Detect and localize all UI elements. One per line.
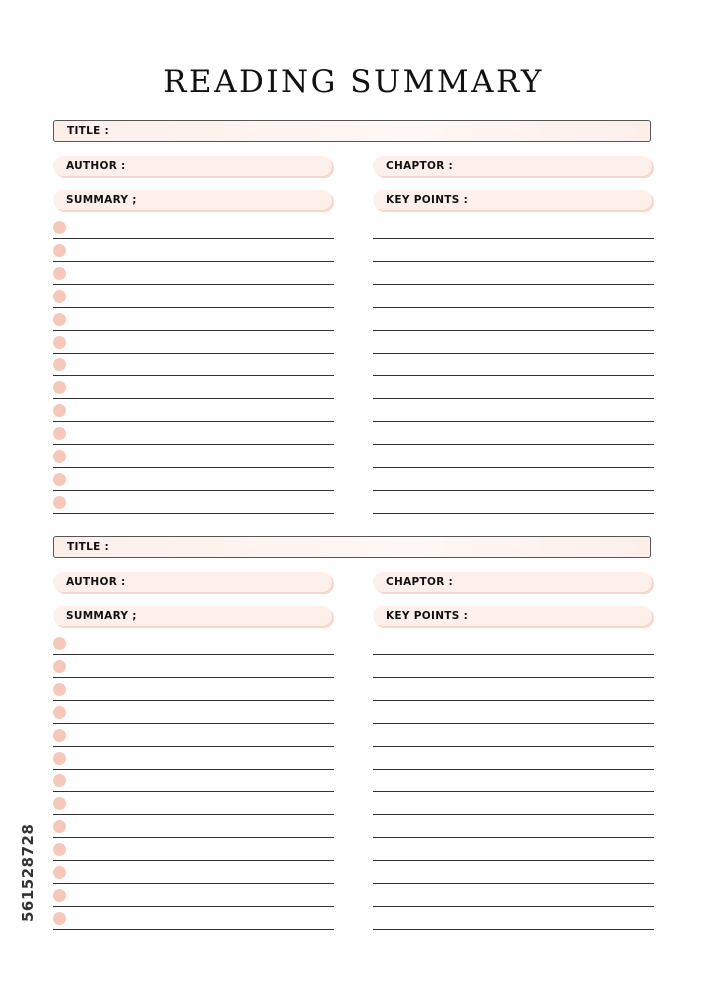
writing-line[interactable] — [373, 444, 654, 445]
title-field[interactable] — [53, 536, 651, 558]
bullet-dot — [53, 706, 66, 719]
writing-line[interactable] — [373, 906, 654, 907]
bullet-dot — [53, 244, 66, 257]
writing-line[interactable] — [373, 883, 654, 884]
bullet-dot — [53, 660, 66, 673]
bullet-dot — [53, 404, 66, 417]
writing-line[interactable] — [373, 307, 654, 308]
bullet-dot — [53, 683, 66, 696]
writing-line[interactable] — [53, 238, 334, 239]
title-label: TITLE : — [67, 541, 110, 553]
key-points-header — [373, 190, 652, 210]
writing-line[interactable] — [373, 769, 654, 770]
writing-line[interactable] — [53, 353, 334, 354]
writing-line[interactable] — [53, 769, 334, 770]
writing-line[interactable] — [53, 490, 334, 491]
writing-line[interactable] — [373, 860, 654, 861]
writing-line[interactable] — [53, 421, 334, 422]
bullet-dot — [53, 313, 66, 326]
writing-line[interactable] — [53, 284, 334, 285]
bullet-dot — [53, 221, 66, 234]
author-label: AUTHOR : — [66, 576, 126, 588]
writing-line[interactable] — [373, 421, 654, 422]
writing-line[interactable] — [53, 513, 334, 514]
stock-id-text: 561528728 — [19, 823, 37, 922]
summary-header — [53, 606, 332, 626]
writing-line[interactable] — [53, 906, 334, 907]
writing-line[interactable] — [373, 746, 654, 747]
bullet-dot — [53, 336, 66, 349]
writing-line[interactable] — [53, 860, 334, 861]
writing-line[interactable] — [373, 929, 654, 930]
writing-line[interactable] — [53, 929, 334, 930]
bullet-dot — [53, 358, 66, 371]
writing-line[interactable] — [373, 837, 654, 838]
summary-label: SUMMARY ; — [66, 610, 137, 622]
writing-line[interactable] — [53, 654, 334, 655]
bullet-dot — [53, 381, 66, 394]
writing-line[interactable] — [53, 307, 334, 308]
writing-line[interactable] — [53, 723, 334, 724]
writing-line[interactable] — [53, 700, 334, 701]
key-points-header — [373, 606, 652, 626]
writing-line[interactable] — [373, 398, 654, 399]
writing-line[interactable] — [53, 791, 334, 792]
writing-line[interactable] — [373, 814, 654, 815]
summary-label: SUMMARY ; — [66, 194, 137, 206]
key-points-label: KEY POINTS : — [386, 194, 469, 206]
summary-section-1 — [0, 120, 707, 520]
bullet-dot — [53, 637, 66, 650]
bullet-dot — [53, 797, 66, 810]
bullet-dot — [53, 820, 66, 833]
writing-line[interactable] — [53, 375, 334, 376]
writing-line[interactable] — [373, 467, 654, 468]
writing-line[interactable] — [53, 837, 334, 838]
writing-line[interactable] — [373, 723, 654, 724]
writing-line[interactable] — [53, 883, 334, 884]
summary-section-2 — [0, 536, 707, 936]
bullet-dot — [53, 496, 66, 509]
author-field[interactable] — [53, 156, 332, 176]
writing-line[interactable] — [373, 353, 654, 354]
bullet-dot — [53, 729, 66, 742]
bullet-dot — [53, 267, 66, 280]
page-title: READING SUMMARY — [163, 64, 544, 100]
bullet-dot — [53, 473, 66, 486]
summary-header — [53, 190, 332, 210]
bullet-dot — [53, 450, 66, 463]
writing-line[interactable] — [53, 398, 334, 399]
bullet-dot — [53, 427, 66, 440]
author-label: AUTHOR : — [66, 160, 126, 172]
writing-line[interactable] — [373, 375, 654, 376]
writing-line[interactable] — [373, 513, 654, 514]
chaptor-label: CHAPTOR : — [386, 576, 454, 588]
writing-line[interactable] — [53, 330, 334, 331]
bullet-dot — [53, 290, 66, 303]
writing-line[interactable] — [53, 746, 334, 747]
writing-line[interactable] — [373, 330, 654, 331]
title-label: TITLE : — [67, 125, 110, 137]
key-points-label: KEY POINTS : — [386, 610, 469, 622]
bullet-dot — [53, 752, 66, 765]
bullet-dot — [53, 912, 66, 925]
bullet-dot — [53, 843, 66, 856]
bullet-dot — [53, 774, 66, 787]
bullet-dot — [53, 889, 66, 902]
writing-line[interactable] — [53, 444, 334, 445]
writing-line[interactable] — [373, 490, 654, 491]
chaptor-field[interactable] — [373, 572, 652, 592]
writing-line[interactable] — [53, 467, 334, 468]
writing-line[interactable] — [53, 814, 334, 815]
writing-line[interactable] — [53, 677, 334, 678]
bullet-dot — [53, 866, 66, 879]
writing-line[interactable] — [373, 238, 654, 239]
chaptor-label: CHAPTOR : — [386, 160, 454, 172]
writing-line[interactable] — [373, 677, 654, 678]
title-field[interactable] — [53, 120, 651, 142]
writing-line[interactable] — [373, 791, 654, 792]
writing-line[interactable] — [373, 284, 654, 285]
writing-line[interactable] — [373, 261, 654, 262]
writing-line[interactable] — [53, 261, 334, 262]
chaptor-field[interactable] — [373, 156, 652, 176]
stock-id-vertical — [8, 768, 38, 928]
author-field[interactable] — [53, 572, 332, 592]
writing-line[interactable] — [373, 700, 654, 701]
writing-line[interactable] — [373, 654, 654, 655]
